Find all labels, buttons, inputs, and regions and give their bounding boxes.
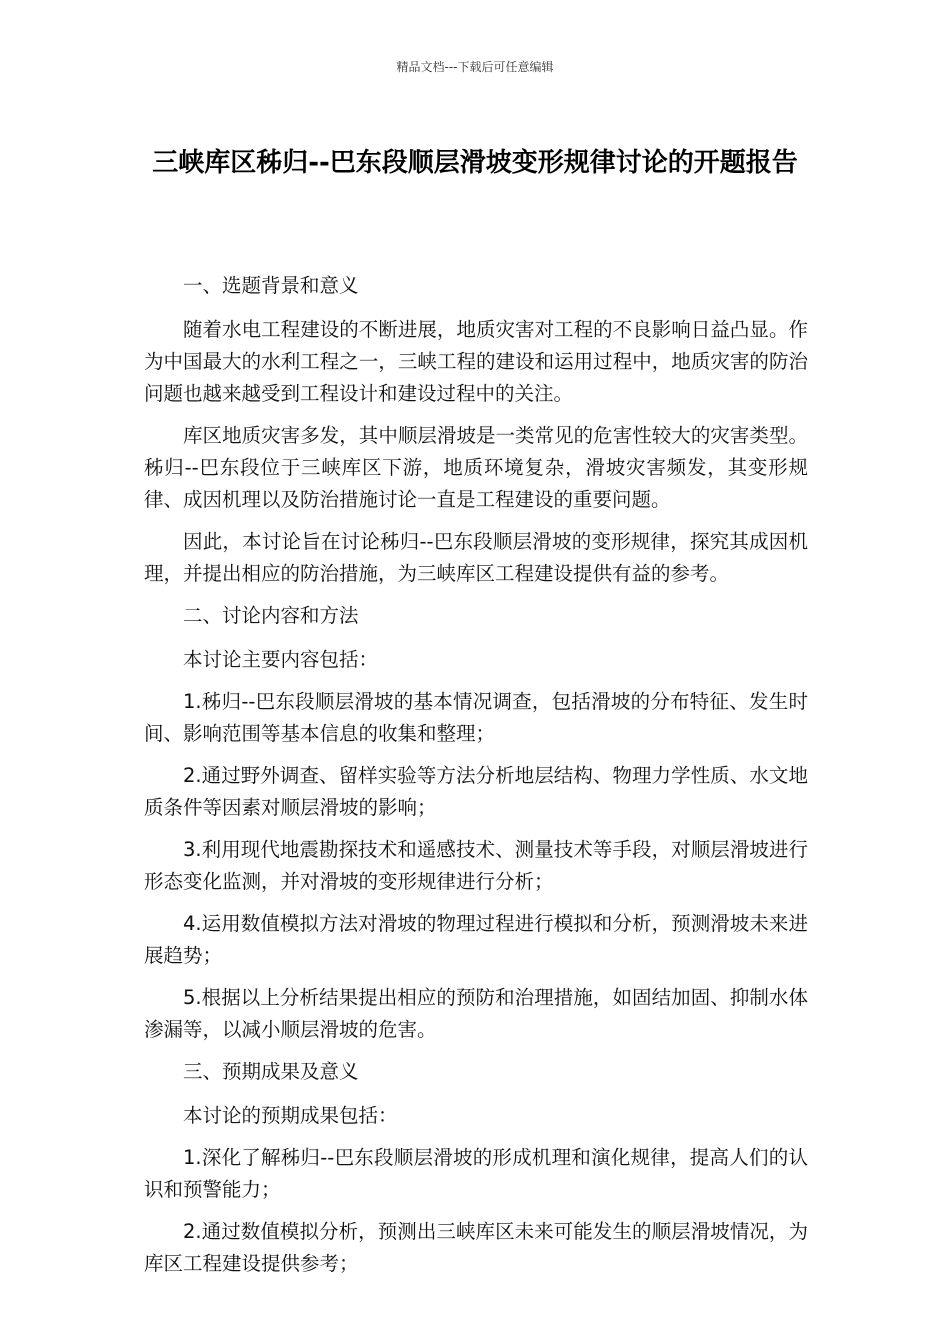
page-header: 精品文档---下载后可任意编辑 [396, 60, 554, 74]
document-title: 三峡库区秭归--巴东段顺层滑坡变形规律讨论的开题报告 [152, 148, 798, 178]
section-heading-background: 一、选题背景和意义 [183, 274, 359, 297]
paragraph: 库区地质灾害多发，其中顺层滑坡是一类常见的危害性较大的灾害类型。秭归--巴东段位于三峡库区下游，地质环境复杂，滑坡灾害频发，其变形规律、成因机理以及防治措施讨论一直是工程建设的重要问题。 [144, 424, 808, 511]
paragraph: 本讨论的预期成果包括： [183, 1104, 398, 1127]
list-item: 5.根据以上分析结果提出相应的预防和治理措施，如固结加固、抑制水体渗漏等，以减小顺层滑坡的危害。 [144, 986, 808, 1041]
list-item: 2.通过野外调查、留样实验等方法分析地层结构、物理力学性质、水文地质条件等因素对顺层滑坡的影响； [144, 764, 808, 819]
section-heading-expected-results: 三、预期成果及意义 [183, 1060, 359, 1083]
list-item: 1.秭归--巴东段顺层滑坡的基本情况调查，包括滑坡的分布特征、发生时间、影响范围等基本信息的收集和整理； [144, 690, 808, 745]
list-item: 1.深化了解秭归--巴东段顺层滑坡的形成机理和演化规律，提高人们的认识和预警能力； [144, 1146, 808, 1201]
list-item: 2.通过数值模拟分析，预测出三峡库区未来可能发生的顺层滑坡情况，为库区工程建设提供参考； [144, 1220, 808, 1275]
paragraph: 本讨论主要内容包括： [183, 648, 379, 671]
paragraph: 因此，本讨论旨在讨论秭归--巴东段顺层滑坡的变形规律，探究其成因机理，并提出相应的防治措施，为三峡库区工程建设提供有益的参考。 [144, 530, 808, 585]
paragraph: 随着水电工程建设的不断进展，地质灾害对工程的不良影响日益凸显。作为中国最大的水利工程之一，三峡工程的建设和运用过程中，地质灾害的防治问题也越来越受到工程设计和建设过程中的关注。 [144, 318, 808, 405]
document-body [144, 270, 808, 1290]
list-item: 4.运用数值模拟方法对滑坡的物理过程进行模拟和分析，预测滑坡未来进展趋势； [144, 912, 808, 967]
list-item: 3.利用现代地震勘探技术和遥感技术、测量技术等手段，对顺层滑坡进行形态变化监测，并对滑坡的变形规律进行分析； [144, 838, 808, 893]
section-heading-content-methods: 二、讨论内容和方法 [183, 604, 359, 627]
